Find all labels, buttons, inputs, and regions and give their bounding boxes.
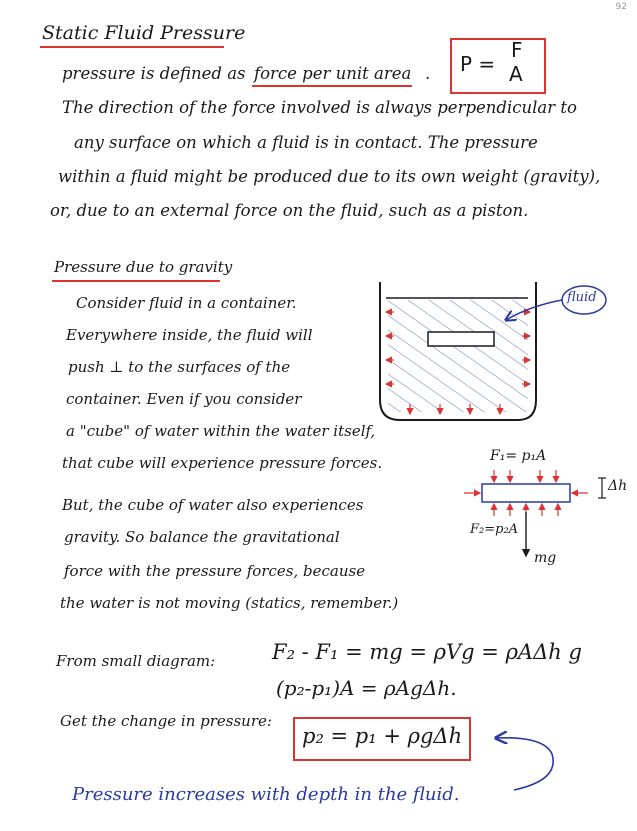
fluid-container [380, 282, 536, 420]
formula-denominator: A [509, 62, 523, 86]
para1-line: container. Even if you consider [66, 390, 302, 408]
page-title: Static Fluid Pressure [42, 22, 246, 44]
section-heading: Pressure due to gravity [54, 258, 233, 276]
f2-label: F₂=p₂A [470, 522, 519, 537]
fluid-label: fluid [567, 290, 597, 305]
intro-line2: The direction of the force involved is always perpendicular to [62, 98, 577, 117]
formula-numerator: F [511, 38, 523, 62]
cube-force-diagram [464, 470, 606, 556]
conclusion-arrow [496, 738, 553, 790]
para1-line: Consider fluid in a container. [76, 294, 297, 312]
para1-line: push ⊥ to the surfaces of the [68, 358, 291, 376]
para2-line: the water is not moving (statics, remember.) [60, 594, 399, 612]
para1-line: Everywhere inside, the fluid will [66, 326, 313, 344]
equation-2: (p₂-p₁)A = ρAgΔh. [276, 676, 457, 700]
para2-line: But, the cube of water also experiences [62, 496, 364, 514]
result-equation: p₂ = p₁ + ρgΔh [302, 724, 463, 748]
intro-line1-prefix: pressure is defined as [62, 64, 246, 83]
para2-line: force with the pressure forces, because [64, 562, 366, 580]
intro-line1-suffix: . [425, 64, 431, 83]
definition-text: force per unit area [254, 64, 412, 83]
f1-label: F₁= p₁A [490, 448, 547, 464]
intro-line3: any surface on which a fluid is in contact. The pressure [74, 133, 538, 152]
para2-line: gravity. So balance the gravitational [64, 528, 340, 546]
para1-line: that cube will experience pressure forces. [62, 454, 383, 472]
para1-line: a "cube" of water within the water itself, [66, 422, 376, 440]
conclusion-text: Pressure increases with depth in the fluid. [72, 784, 460, 805]
equation-1: F₂ - F₁ = mg = ρVg = ρAΔh g [272, 640, 582, 664]
intro-line5: or, due to an external force on the fluid, such as a piston. [50, 201, 529, 220]
delta-h-label: Δh [608, 478, 628, 494]
mg-label: mg [534, 550, 557, 566]
intro-line4: within a fluid might be produced due to its own weight (gravity), [58, 167, 601, 186]
page-number: 92 [615, 2, 627, 12]
derivation-intro: From small diagram: [56, 652, 216, 670]
change-label: Get the change in pressure: [60, 712, 272, 730]
formula-lhs: P = [460, 52, 496, 76]
